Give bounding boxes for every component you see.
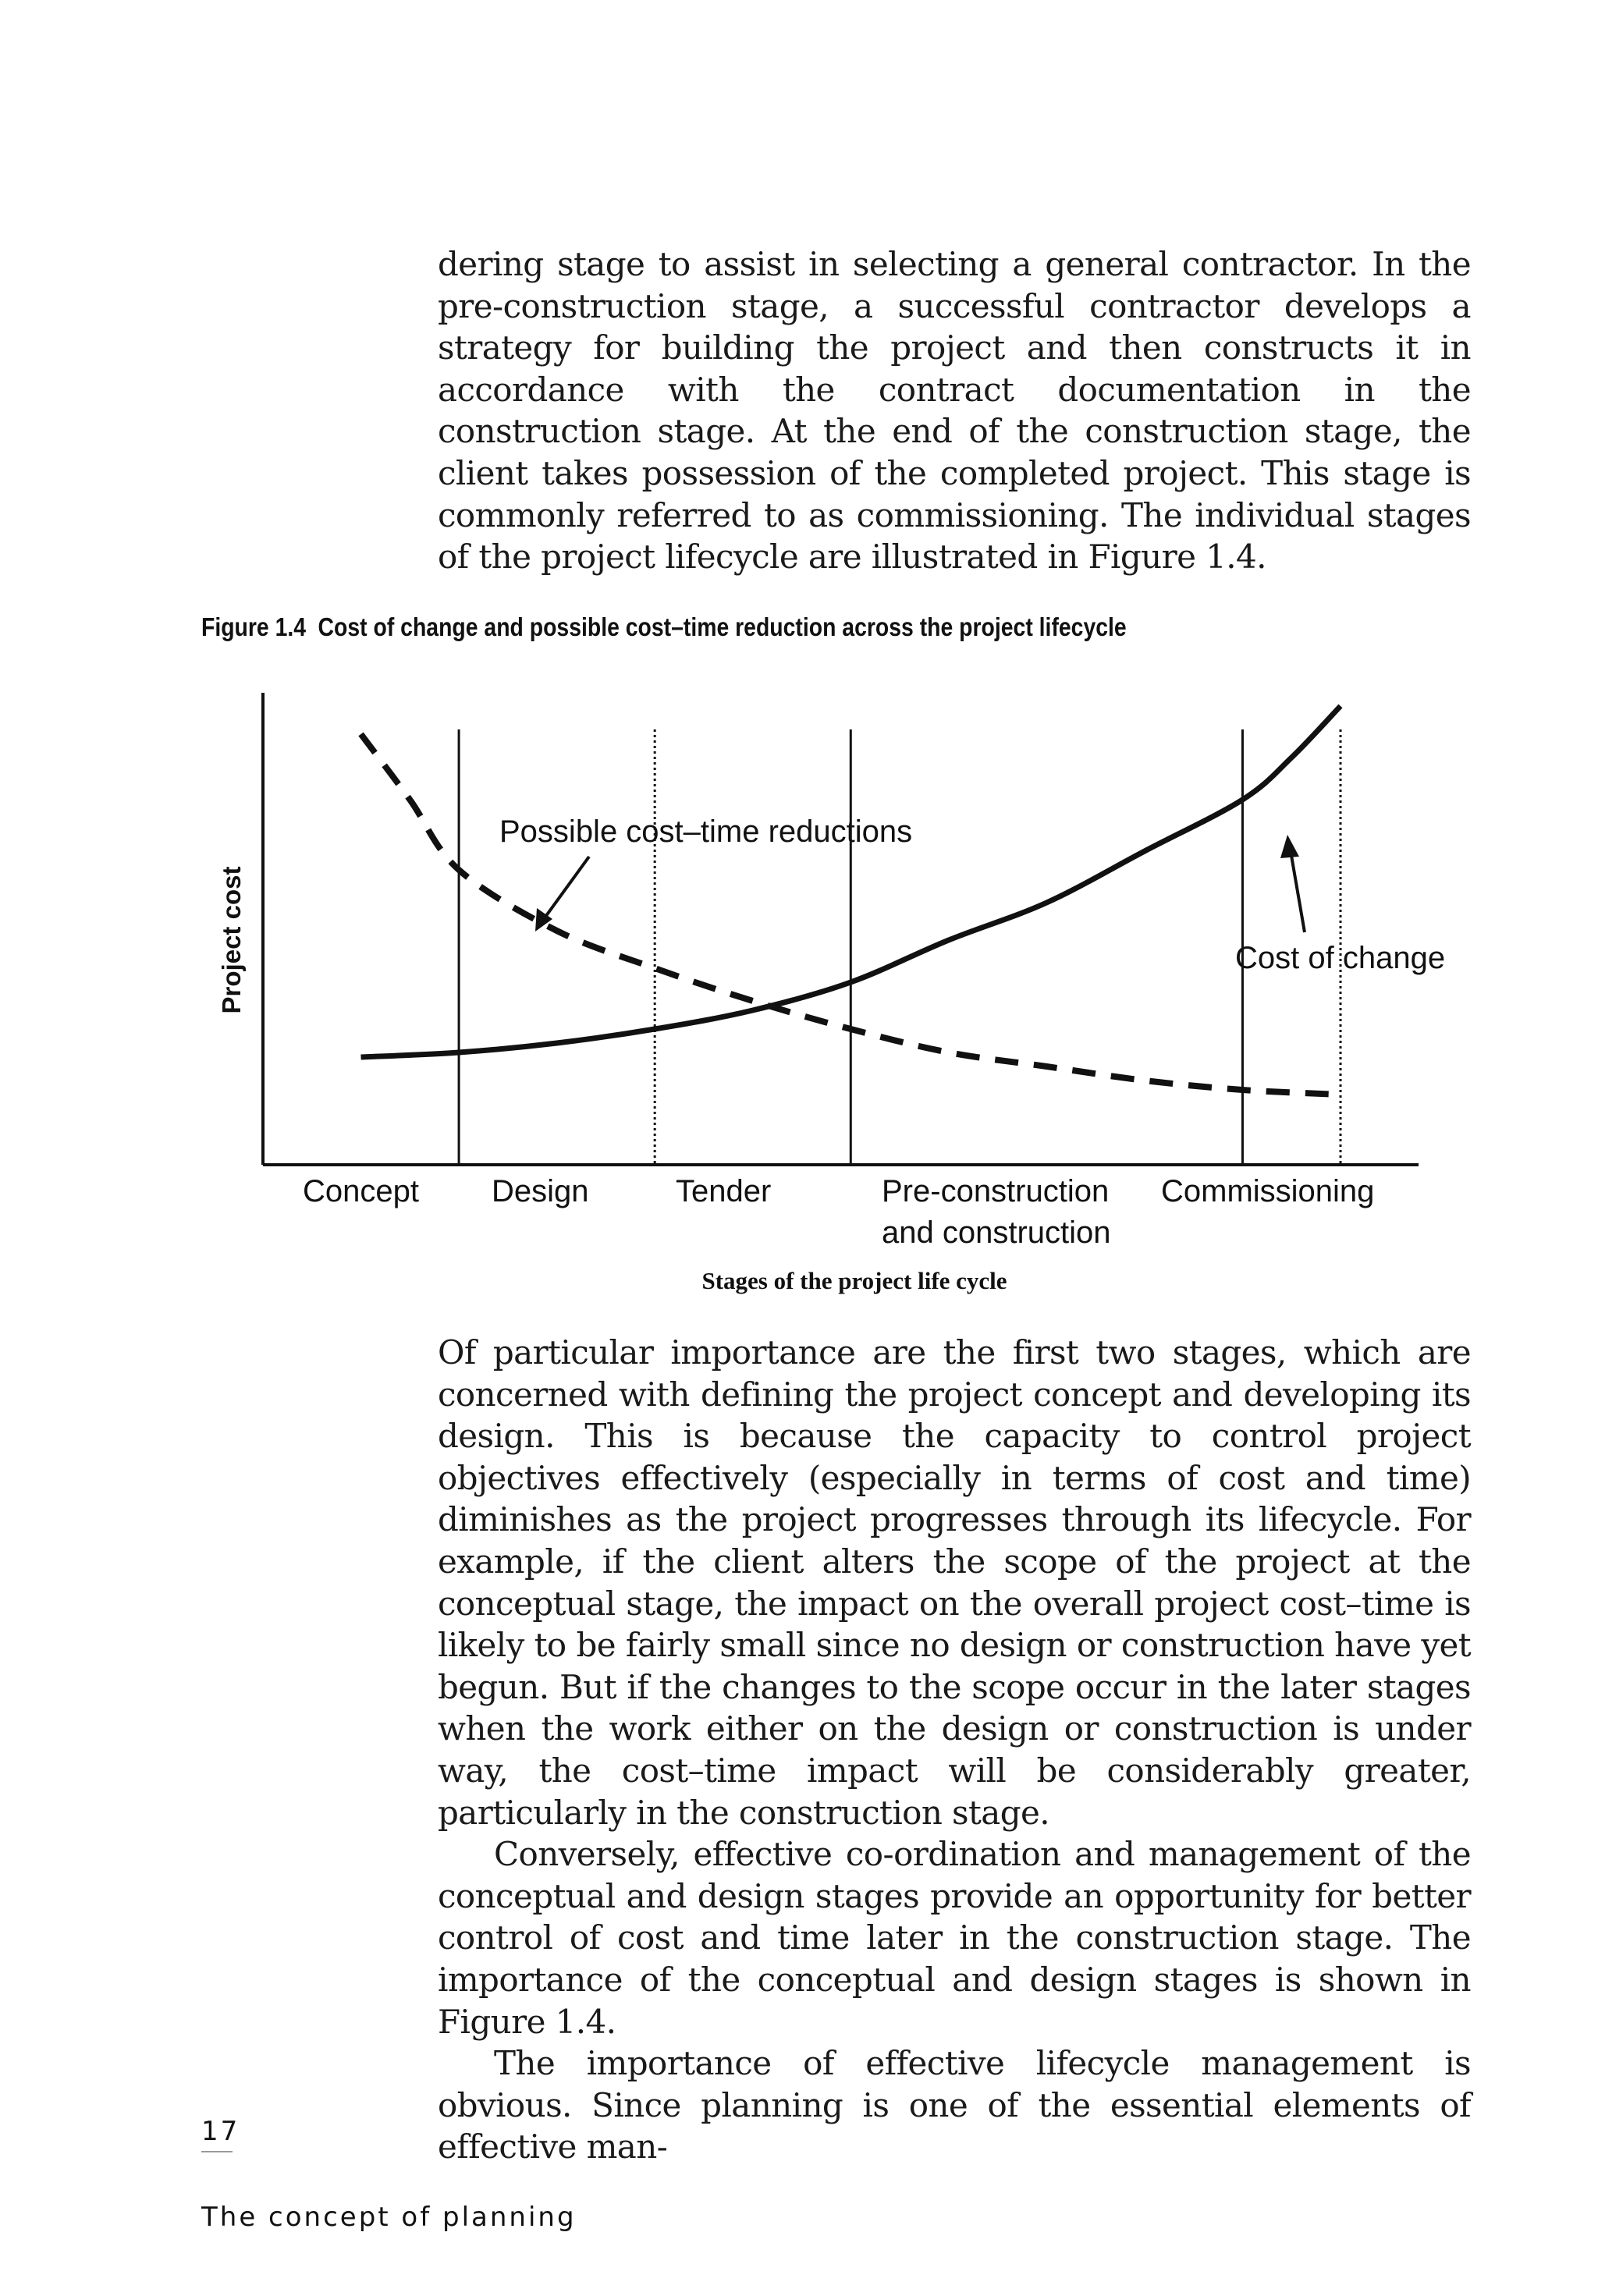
paragraph: dering stage to assist in selecting a general contractor. In the pre-construction stage, a successful contractor develops a strategy for building the project and then constructs it in accordance with the contract documentation in the construction stage. At the end of the construction stage, the client takes possession of the completed project. This stage is commonly referred to as commissioning. The individual stages of the project lifecycle are illustrated in Figure 1.4. — [438, 245, 1471, 577]
x-axis-label: Stages of the project life cycle — [701, 1267, 1007, 1294]
paragraph: Of particular importance are the first two stages, which are concerned with defining the project concept and developing its design. This is because the capacity to control project objectives effectively (especially in terms of cost and time) diminishes as the project progresses through its lifecycle. For example, if the client alters the scope of the project at the conceptual stage, the impact on the overall project cost–time is likely to be fairly small since no design or construction have yet begun. But if the changes to the scope occur in the later stages when the work either on the design or construction is under way, the cost–time impact will be considerably greater, particularly in the construction stage. — [438, 1333, 1471, 1832]
x-tick-label: Tender — [676, 1174, 772, 1208]
x-tick-label: Concept — [303, 1174, 419, 1208]
x-tick-label: and construction — [882, 1215, 1111, 1250]
chapter-title: The concept of planning — [201, 2202, 577, 2233]
paragraph: The importance of effective lifecycle management is obvious. Since planning is one of the essential elements of effective man- — [438, 2044, 1471, 2166]
x-tick-label: Pre-construction — [882, 1174, 1110, 1208]
figure-number: Figure 1.4 — [201, 612, 307, 641]
annotation-arrow-reductions — [542, 857, 589, 922]
figure-caption-text: Cost of change and possible cost–time reduction across the project lifecycle — [318, 612, 1127, 641]
body-text-bottom — [438, 1332, 1471, 2168]
x-tick-label: Commissioning — [1161, 1174, 1375, 1208]
annotation-cost-of-change: Cost of change — [1235, 941, 1446, 975]
page-number: 17 — [201, 2116, 240, 2147]
annotation-arrow-cost-of-change — [1290, 846, 1305, 932]
footer-rule — [201, 2151, 233, 2152]
x-tick-label: Design — [492, 1174, 589, 1208]
y-axis-label: Project cost — [217, 866, 246, 1014]
paragraph: Conversely, effective co-ordination and management of the conceptual and design stages provide an opportunity for better control of cost and time later in the construction stage. The importance of the conceptual and design stages is shown in Figure 1.4. — [438, 1835, 1471, 2041]
annotation-arrowhead-cost-of-change — [1280, 835, 1299, 858]
annotation-cost-time-reductions: Possible cost–time reductions — [499, 814, 913, 849]
